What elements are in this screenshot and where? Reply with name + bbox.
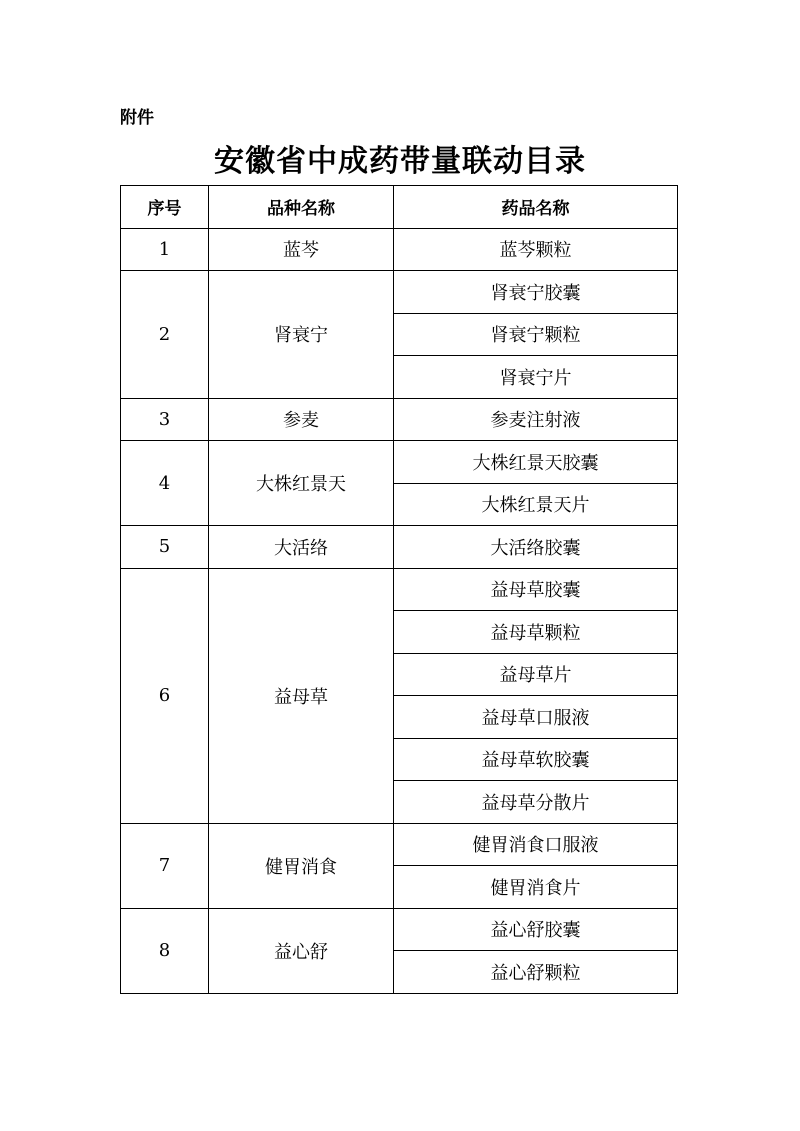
variety-cell: 蓝芩 (209, 228, 394, 271)
variety-cell: 大活络 (209, 526, 394, 569)
header-variety: 品种名称 (209, 186, 394, 229)
table-row (121, 526, 678, 569)
drug-cell: 益母草片 (394, 653, 678, 696)
seq-cell: 5 (121, 526, 209, 569)
seq-cell: 8 (121, 908, 209, 993)
drug-cell: 肾衰宁片 (394, 356, 678, 399)
table-header-row (121, 186, 678, 229)
variety-cell: 大株红景天 (209, 441, 394, 526)
drug-cell: 益母草软胶囊 (394, 738, 678, 781)
drug-cell: 益心舒胶囊 (394, 908, 678, 951)
variety-cell: 肾衰宁 (209, 271, 394, 399)
drug-cell: 健胃消食片 (394, 866, 678, 909)
variety-cell: 健胃消食 (209, 823, 394, 908)
drug-cell: 蓝芩颗粒 (394, 228, 678, 271)
drug-cell: 大活络胶囊 (394, 526, 678, 569)
catalog-table (120, 185, 678, 994)
table-row (121, 228, 678, 271)
header-seq: 序号 (121, 186, 209, 229)
seq-cell: 3 (121, 398, 209, 441)
variety-cell: 益心舒 (209, 908, 394, 993)
drug-cell: 健胃消食口服液 (394, 823, 678, 866)
table-row (121, 823, 678, 866)
drug-cell: 益母草胶囊 (394, 568, 678, 611)
drug-cell: 益母草颗粒 (394, 611, 678, 654)
seq-cell: 4 (121, 441, 209, 526)
drug-cell: 大株红景天片 (394, 483, 678, 526)
seq-cell: 7 (121, 823, 209, 908)
drug-cell: 肾衰宁颗粒 (394, 313, 678, 356)
table-row (121, 908, 678, 951)
drug-cell: 大株红景天胶囊 (394, 441, 678, 484)
seq-cell: 1 (121, 228, 209, 271)
seq-cell: 2 (121, 271, 209, 399)
header-drug: 药品名称 (394, 186, 678, 229)
attachment-label: 附件 (120, 108, 154, 128)
drug-cell: 益心舒颗粒 (394, 951, 678, 994)
seq-cell: 6 (121, 568, 209, 823)
drug-cell: 益母草分散片 (394, 781, 678, 824)
variety-cell: 益母草 (209, 568, 394, 823)
table-row (121, 568, 678, 611)
table-row (121, 271, 678, 314)
page-title: 安徽省中成药带量联动目录 (214, 144, 586, 179)
table-row (121, 398, 678, 441)
table-row (121, 441, 678, 484)
table-body (121, 228, 678, 993)
drug-cell: 肾衰宁胶囊 (394, 271, 678, 314)
drug-cell: 益母草口服液 (394, 696, 678, 739)
variety-cell: 参麦 (209, 398, 394, 441)
drug-cell: 参麦注射液 (394, 398, 678, 441)
